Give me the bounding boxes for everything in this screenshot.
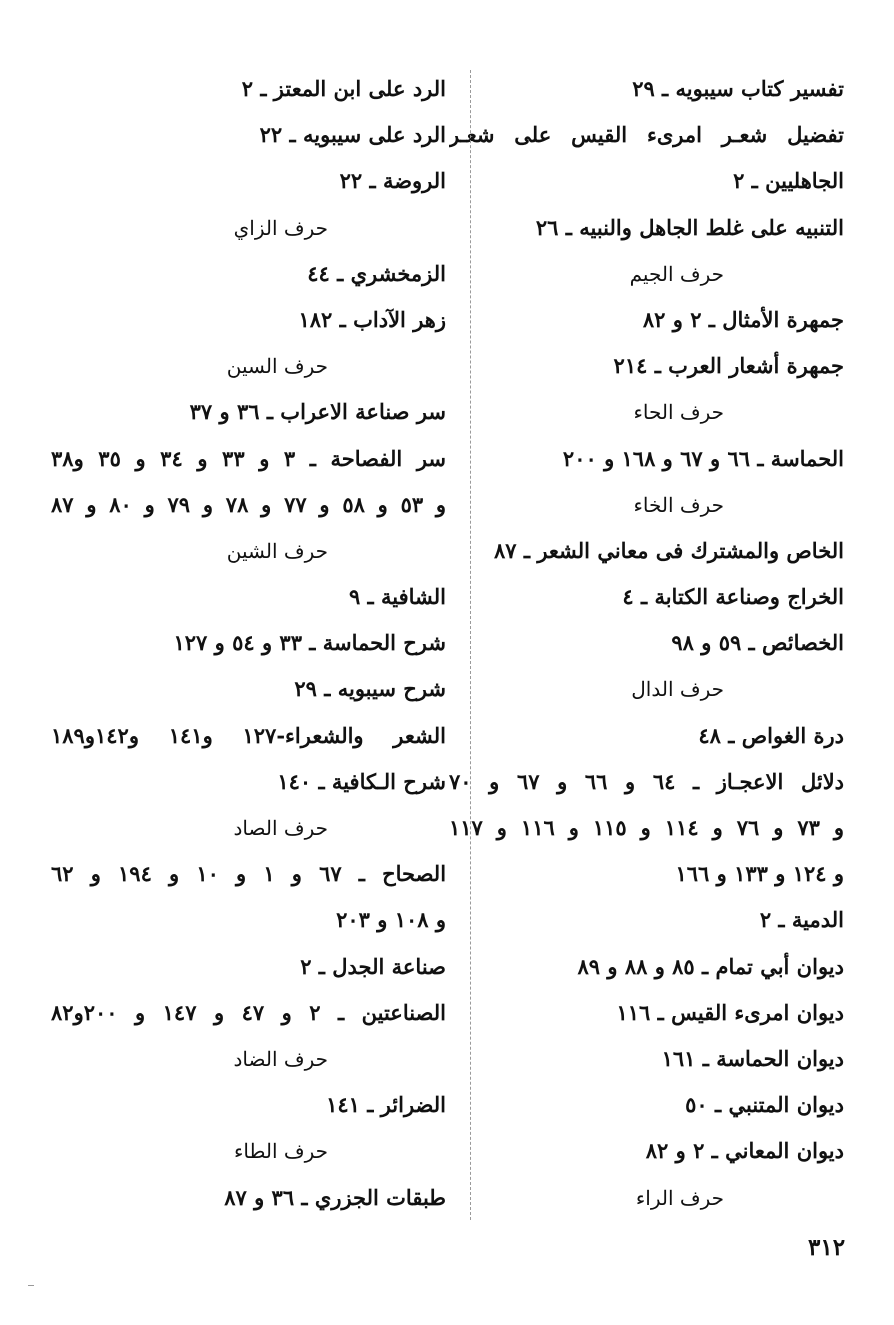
index-entry: الزمخشري ـ ٤٤ (307, 260, 446, 286)
section-heading: حرف الخاء (633, 492, 724, 517)
section-heading: حرف الدال (631, 677, 724, 702)
section-heading: حرف الجيم (629, 261, 724, 286)
section-heading: حرف الصاد (233, 816, 328, 840)
index-entry: دلائل الاعجـاز ـ ٦٤ و ٦٦ و ٦٧ و ٧٠ (449, 768, 844, 794)
index-entry: الخراج وصناعة الكتابة ـ ٤ (622, 584, 844, 610)
index-column-left (51, 66, 446, 1221)
index-entry: الحماسة ـ ٦٦ و ٦٧ و ١٦٨ و ٢٠٠ (562, 445, 844, 471)
index-entry: و ٧٣ و ٧٦ و ١١٤ و ١١٥ و ١١٦ و ١١٧ (449, 815, 844, 840)
index-entry: الرد على سيبويه ـ ٢٢ (259, 122, 446, 148)
index-entry: جمهرة الأمثال ـ ٢ و ٨٢ (642, 306, 844, 332)
scan-mark (28, 1285, 34, 1286)
column-divider (470, 70, 471, 1220)
index-entry: الخصائص ـ ٥٩ و ٩٨ (671, 630, 844, 656)
index-entry: شرح الحماسة ـ ٣٣ و ٥٤ و ١٢٧ (173, 630, 446, 656)
index-entry: الرد على ابن المعتز ـ ٢ (241, 76, 446, 101)
index-entry: الجاهليين ـ ٢ (733, 168, 844, 194)
index-entry: ديوان المعاني ـ ٢ و ٨٢ (645, 1138, 844, 1164)
index-entry: سر صناعة الاعراب ـ ٣٦ و ٣٧ (189, 399, 446, 425)
section-heading: حرف الراء (635, 1185, 724, 1210)
index-entry: درة الغواص ـ ٤٨ (698, 722, 844, 748)
index-entry: الروضة ـ ٢٢ (339, 168, 446, 194)
section-heading: حرف الطاء (233, 1139, 328, 1164)
index-entry: سر الفصاحة ـ ٣ و ٣٣ و ٣٤ و ٣٥ و٣٨ (51, 445, 446, 471)
index-entry: شرح الـكافية ـ ١٤٠ (277, 768, 446, 794)
index-entry: شرح سيبويه ـ ٢٩ (294, 676, 446, 702)
index-entry: تفضيل شعـر امرىء القيس على شعـر (449, 122, 844, 148)
index-entry: ديوان الحماسة ـ ١٦١ (661, 1045, 844, 1071)
page-number: ٣١٢ (808, 1234, 846, 1261)
index-entry: صناعة الجدل ـ ٢ (300, 953, 446, 979)
index-entry: التنبيه على غلط الجاهل والنبيه ـ ٢٦ (535, 214, 844, 240)
index-entry: الخاص والمشترك فى معاني الشعر ـ ٨٧ (494, 537, 844, 563)
index-entry: جمهرة أشعار العرب ـ ٢١٤ (613, 353, 844, 379)
section-heading: حرف الضاد (233, 1046, 328, 1071)
index-entry: الدمية ـ ٢ (759, 907, 844, 933)
index-entry: الشعر والشعراء-١٢٧ و١٤١ و١٤٢و١٨٩ (51, 722, 446, 748)
index-entry: زهر الآداب ـ ١٨٢ (298, 306, 446, 332)
section-heading: حرف الحاء (633, 400, 724, 425)
index-entry: ديوان المتنبي ـ ٥٠ (685, 1092, 844, 1118)
index-entry: الشافية ـ ٩ (348, 584, 446, 610)
section-heading: حرف السين (226, 354, 328, 379)
index-entry: الضرائر ـ ١٤١ (326, 1092, 446, 1118)
section-heading: حرف الشين (226, 538, 328, 563)
index-entry: ديوان امرىء القيس ـ ١١٦ (616, 999, 844, 1025)
index-entry: ديوان أبي تمام ـ ٨٥ و ٨٨ و ٨٩ (577, 953, 844, 979)
index-entry: و ١٢٤ و ١٣٣ و ١٦٦ (675, 861, 844, 887)
index-column-right (449, 66, 844, 1221)
index-entry: و ٥٣ و ٥٨ و ٧٧ و ٧٨ و ٧٩ و ٨٠ و ٨٧ (51, 491, 446, 517)
index-entry: الصناعتين ـ ٢ و ٤٧ و ١٤٧ و ٢٠٠و٨٢ (51, 999, 446, 1025)
section-heading: حرف الزاي (233, 215, 328, 240)
index-entry: الصحاح ـ ٦٧ و ١ و ١٠ و ١٩٤ و ٦٢ (51, 861, 446, 887)
index-entry: تفسير كتاب سيبويه ـ ٢٩ (632, 76, 844, 101)
index-entry: طبقات الجزري ـ ٣٦ و ٨٧ (224, 1184, 446, 1210)
index-entry: و ١٠٨ و ٢٠٣ (336, 907, 446, 933)
